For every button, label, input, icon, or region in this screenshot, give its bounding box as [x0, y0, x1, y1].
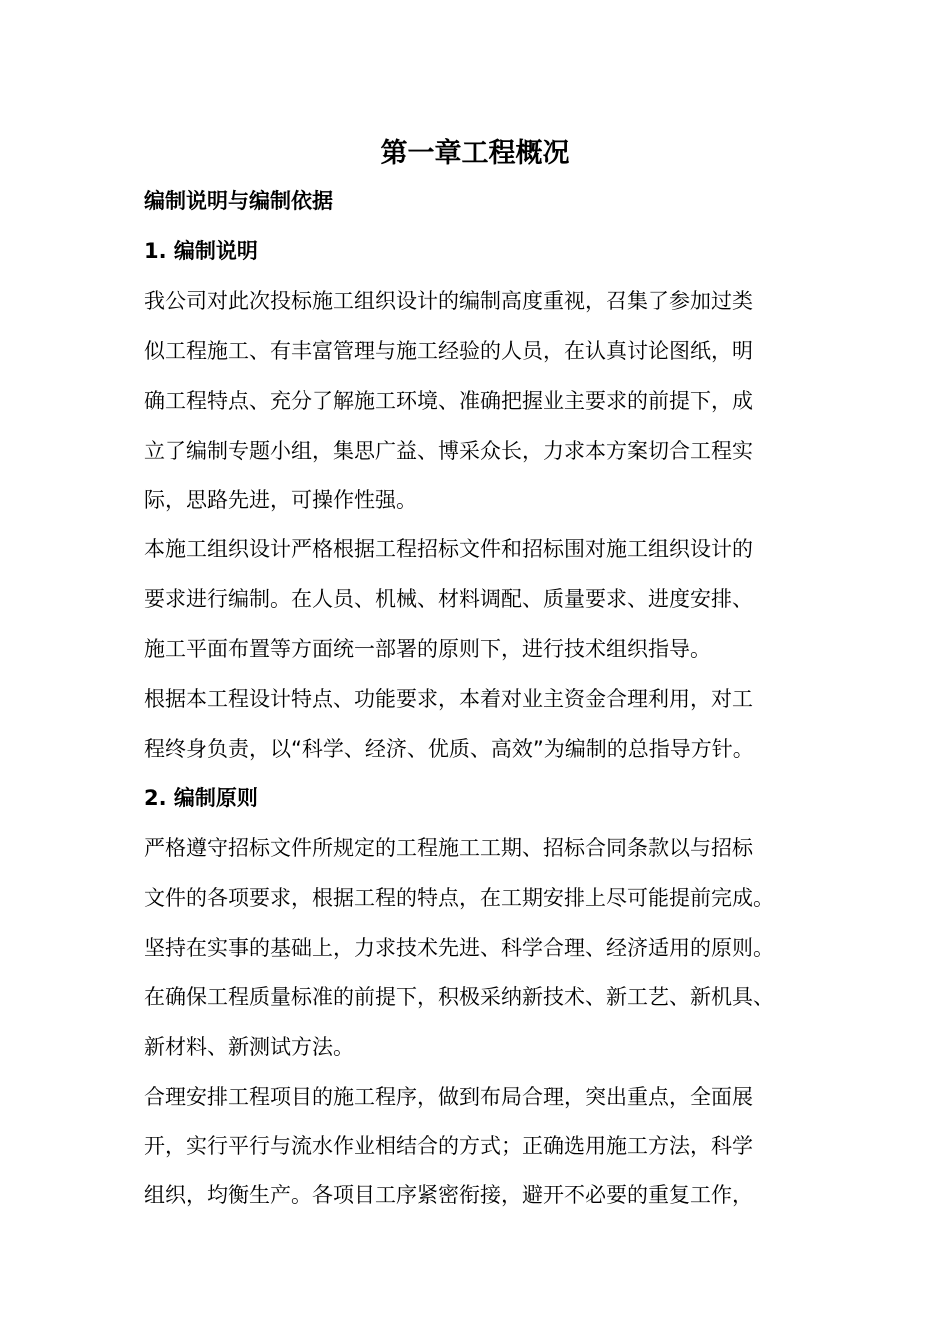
paragraph-line: 立了编制专题小组，集思广益、博采众长，力求本方案切合工程实 — [144, 439, 753, 463]
paragraph-line: 新材料、新测试方法。 — [144, 1035, 354, 1059]
paragraph-line: 似工程施工、有丰富管理与施工经验的人员，在认真讨论图纸，明 — [144, 339, 753, 363]
paragraph-line: 程终身负责，以“科学、经济、优质、高效”为编制的总指导方针。 — [144, 737, 754, 761]
paragraph-line: 施工平面布置等方面统一部署的原则下，进行技术组织指导。 — [144, 637, 711, 661]
paragraph-line: 确工程特点、充分了解施工环境、准确把握业主要求的前提下，成 — [144, 389, 753, 413]
paragraph-line: 际，思路先进，可操作性强。 — [144, 488, 417, 512]
paragraph-line: 根据本工程设计特点、功能要求，本着对业主资金合理利用，对工 — [144, 687, 753, 711]
paragraph-line: 开，实行平行与流水作业相结合的方式；正确选用施工方法，科学 — [144, 1134, 753, 1158]
paragraph-line: 坚持在实事的基础上，力求技术先进、科学合理、经济适用的原则。 — [144, 936, 774, 960]
paragraph-line: 我公司对此次投标施工组织设计的编制高度重视，召集了参加过类 — [144, 289, 753, 313]
paragraph-line: 合理安排工程项目的施工程序，做到布局合理，突出重点，全面展 — [144, 1085, 753, 1109]
paragraph-line: 在确保工程质量标准的前提下，积极采纳新技术、新工艺、新机具、 — [144, 985, 774, 1009]
subsection-heading-2: 2. 编制原则 — [144, 786, 258, 810]
paragraph-line: 严格遵守招标文件所规定的工程施工工期、招标合同条款以与招标 — [144, 836, 753, 860]
subsection-heading-1: 1. 编制说明 — [144, 239, 258, 263]
paragraph-line: 本施工组织设计严格根据工程招标文件和招标围对施工组织设计的 — [144, 537, 753, 561]
paragraph-line: 组织，均衡生产。各项目工序紧密衔接，避开不必要的重复工作， — [144, 1183, 753, 1207]
section-heading: 编制说明与编制依据 — [144, 189, 333, 213]
paragraph-line: 要求进行编制。在人员、机械、材料调配、质量要求、进度安排、 — [144, 587, 753, 611]
chapter-title: 第一章工程概况 — [380, 138, 570, 169]
paragraph-line: 文件的各项要求，根据工程的特点，在工期安排上尽可能提前完成。 — [144, 886, 774, 910]
